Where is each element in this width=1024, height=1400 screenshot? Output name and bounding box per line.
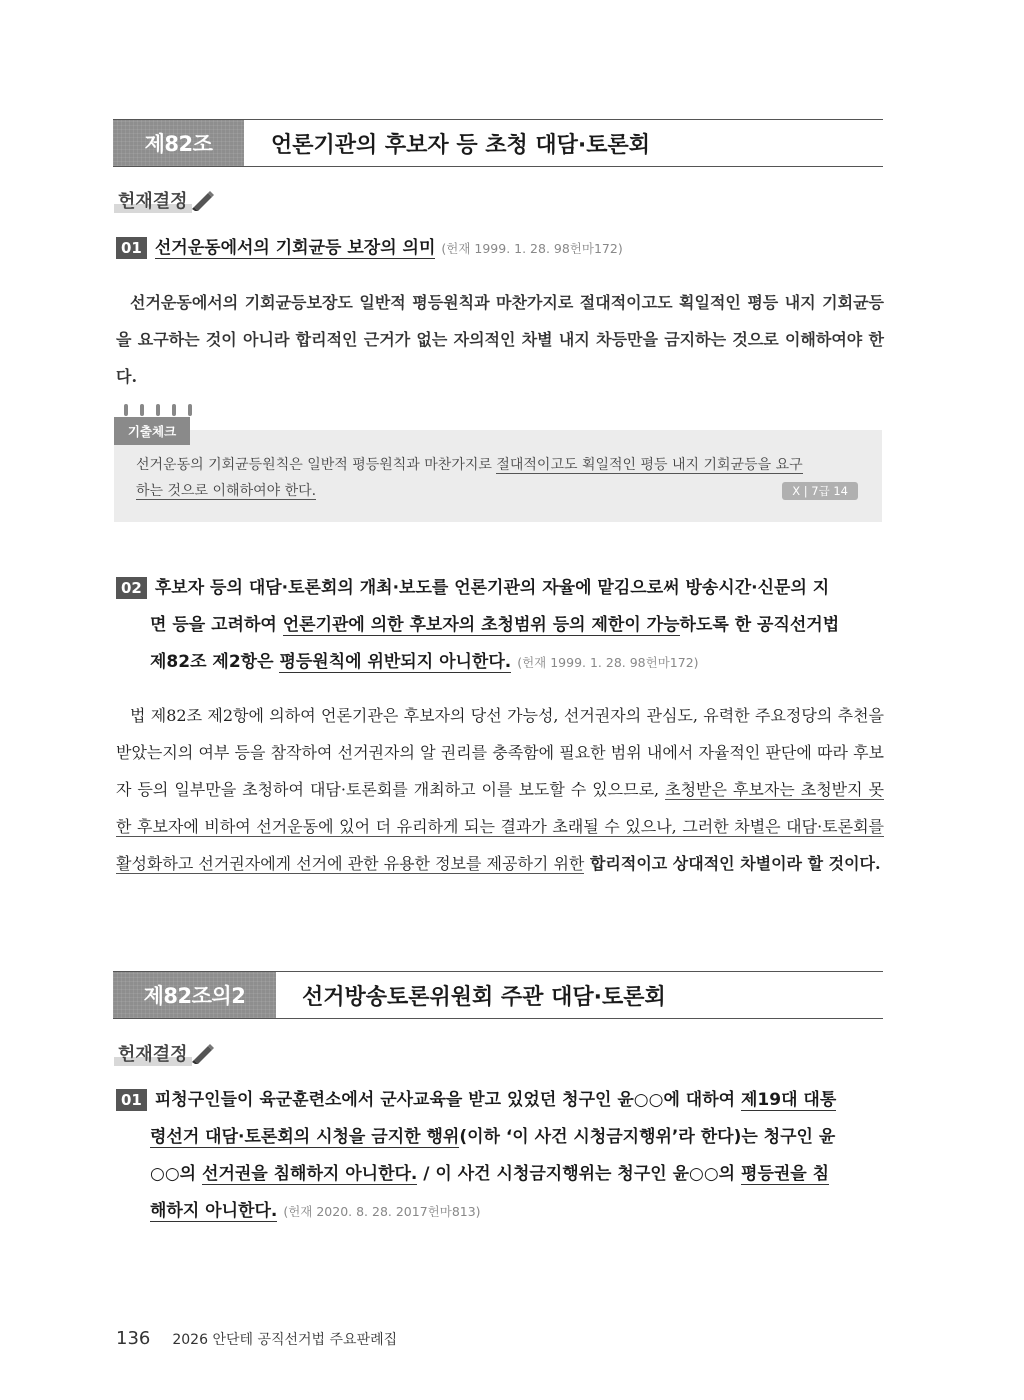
book-title: 2026 안단테 공직선거법 주요판례집: [172, 1332, 398, 1348]
body-text-c: 합리적이고 상대적인 차별이라 할 것이다.: [584, 854, 881, 873]
article-number: 제82조: [113, 120, 244, 166]
case-citation: (헌재 1999. 1. 28. 98헌마172): [441, 241, 623, 256]
heading-line-2a: 면 등을 고려하여: [150, 615, 283, 635]
item-number: 01: [116, 1089, 147, 1111]
check-text-c: 하는 것으로 이해하여야 한다.: [136, 483, 317, 499]
case-heading: [116, 570, 886, 681]
heading-line-3b: 평등원칙에 위반되지 아니한다.: [279, 652, 512, 672]
case-citation: (헌재 2020. 8. 28. 2017헌마813): [283, 1204, 481, 1219]
heading-line-1: 후보자 등의 대담·토론회의 개최·보도를 언론기관의 자율에 맡김으로써 방송시간·신문의 지: [154, 578, 830, 598]
heading-line-1b: 제19대 대통: [740, 1090, 837, 1110]
heading-line-2c: 하도록 한 공직선거법: [679, 615, 840, 635]
case-heading: [116, 1082, 886, 1230]
check-text-b: 절대적이고도 획일적인 평등 내지 기회균등을 요구: [496, 457, 803, 473]
item-number: 02: [116, 577, 147, 599]
heading-line-4a: 해하지 아니한다.: [150, 1201, 278, 1221]
pen-icon: [190, 189, 216, 211]
item-number: 01: [116, 237, 147, 259]
case-body: [116, 284, 884, 395]
page-number: 136: [116, 1328, 151, 1349]
exam-badge: X | 7급 14: [782, 482, 858, 500]
case-heading: [116, 236, 886, 261]
article-header: [113, 119, 883, 167]
decision-tag: [118, 1040, 216, 1066]
case-citation: (헌재 1999. 1. 28. 98헌마172): [517, 655, 699, 670]
exam-check-tab: 기출체크: [114, 417, 190, 445]
heading-line-2b: (이하 ‘이 사건 시청금지행위’라 한다)는 청구인 윤: [459, 1127, 836, 1147]
pen-icon: [190, 1042, 216, 1064]
heading-line-3a: ○○의: [150, 1164, 203, 1184]
decision-tag-label: 헌재결정: [118, 1044, 188, 1065]
heading-line-2a: 령선거 대담·토론회의 시청을 금지한 행위: [150, 1127, 460, 1147]
case-body-text: 선거운동에서의 기회균등보장도 일반적 평등원칙과 마찬가지로 절대적이고도 획일적인 평등 내지 기회균등을 요구하는 것이 아니라 합리적인 근거가 없는 자의적인 차별 내지 차등만을 금지하는 것으로 이해하여야 한다.: [116, 293, 884, 386]
exam-check-text: [136, 452, 862, 504]
decision-tag-label: 헌재결정: [118, 191, 188, 212]
article-title: 선거방송토론위원회 주관 대담·토론회: [302, 984, 666, 1010]
body-text-b: 초청받은 후보자는 초청받지 못한 후보자에 비하여 선거운동에 있어 더 유리하게 되는 결과가 초래될 수 있으나, 그러한 차별은 대담·토론회를 활성화하고 선거권자에게 선거에 관한 유용한 정보를 제공하기 위한: [116, 780, 884, 873]
case-body: [116, 697, 884, 882]
heading-line-1a: 피청구인들이 육군훈련소에서 군사교육을 받고 있었던 청구인 윤○○에 대하여: [154, 1090, 741, 1110]
case-title: 선거운동에서의 기회균등 보장의 의미: [154, 238, 436, 258]
heading-line-3a: 제82조 제2항은: [150, 652, 280, 672]
heading-line-2b: 언론기관에 의한 후보자의 초청범위 등의 제한이 가능: [282, 615, 680, 635]
article-number: 제82조의2: [113, 972, 276, 1018]
heading-line-3c: / 이 사건 시청금지행위는 청구인 윤○○의: [417, 1164, 742, 1184]
article-header: [113, 971, 883, 1019]
decision-tag: [118, 187, 216, 213]
heading-line-3d: 평등권을 침: [741, 1164, 830, 1184]
body-text-a: 법 제82조 제2항에 의하여 언론기관은 후보자의 당선 가능성, 선거권자의 관심도, 유력한 주요정당의 추천을 받았는지의 여부 등을 참작하여 선거권자의 알 권리를 충족함에 필요한 범위 내에서 자율적인 판단에 따라 후보자 등의 일부만을 초청하여 대담·토론회를 개최하고 이를 보도할 수 있으므로,: [116, 706, 884, 799]
heading-line-3b: 선거권을 침해하지 아니한다.: [202, 1164, 418, 1184]
page-footer: [116, 1328, 397, 1349]
binder-rings: [124, 404, 192, 416]
check-text-a: 선거운동의 기회균등원칙은 일반적 평등원칙과 마찬가지로: [136, 457, 497, 473]
article-title: 언론기관의 후보자 등 초청 대담·토론회: [271, 132, 651, 158]
